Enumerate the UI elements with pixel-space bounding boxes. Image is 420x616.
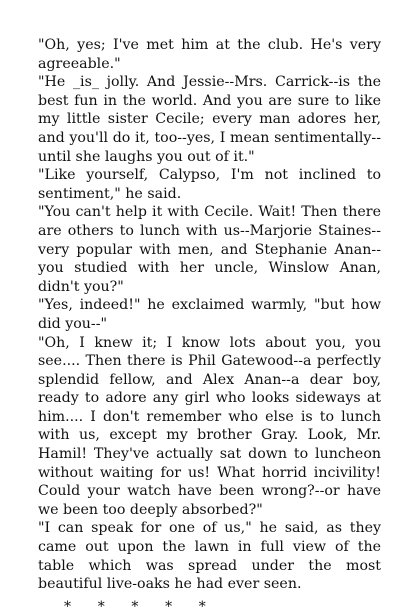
document-page — [38, 36, 381, 616]
paragraph: "Oh, I knew it; I know lots about you, you see.... Then there is Phil Gatewood--a perfectly splendid fellow, and Alex Anan--a dear boy, ready to adore any girl who looks sideways at him.... I don't remember who else is to lunch with us, except my brother Gray. Look, Mr. Hamil! They've actually sat down to luncheon without waiting for us! What horrid incivility! Could your watch have been wrong?--or have we been too deeply absorbed?" — [38, 334, 381, 518]
paragraph: "I can speak for one of us," he said, as they came out upon the lawn in full view of the table which was spread under the most beautiful live-oaks he had ever seen. — [38, 520, 381, 593]
paragraph: "Like yourself, Calypso, I'm not inclined to sentiment," he said. — [38, 167, 381, 202]
paragraph: "Oh, yes; I've met him at the club. He's very agreeable." — [38, 37, 381, 72]
paragraph: "Yes, indeed!" he exclaimed warmly, "but how did you--" — [38, 297, 381, 332]
paragraph: "He _is_ jolly. And Jessie--Mrs. Carrick--is the best fun in the world. And you are sure to like my little sister Cecile; every man adores her, and you'll do it, too--yes, I mean sentimentally--until she laughs you out of it." — [38, 74, 381, 165]
section-break: * * * * * — [64, 598, 206, 615]
paragraph: "You can't help it with Cecile. Wait! Then there are others to lunch with us--Marjorie Staines--very popular with men, and Stephanie Anan--you studied with her uncle, Winslow Anan, didn't you?" — [38, 204, 381, 295]
